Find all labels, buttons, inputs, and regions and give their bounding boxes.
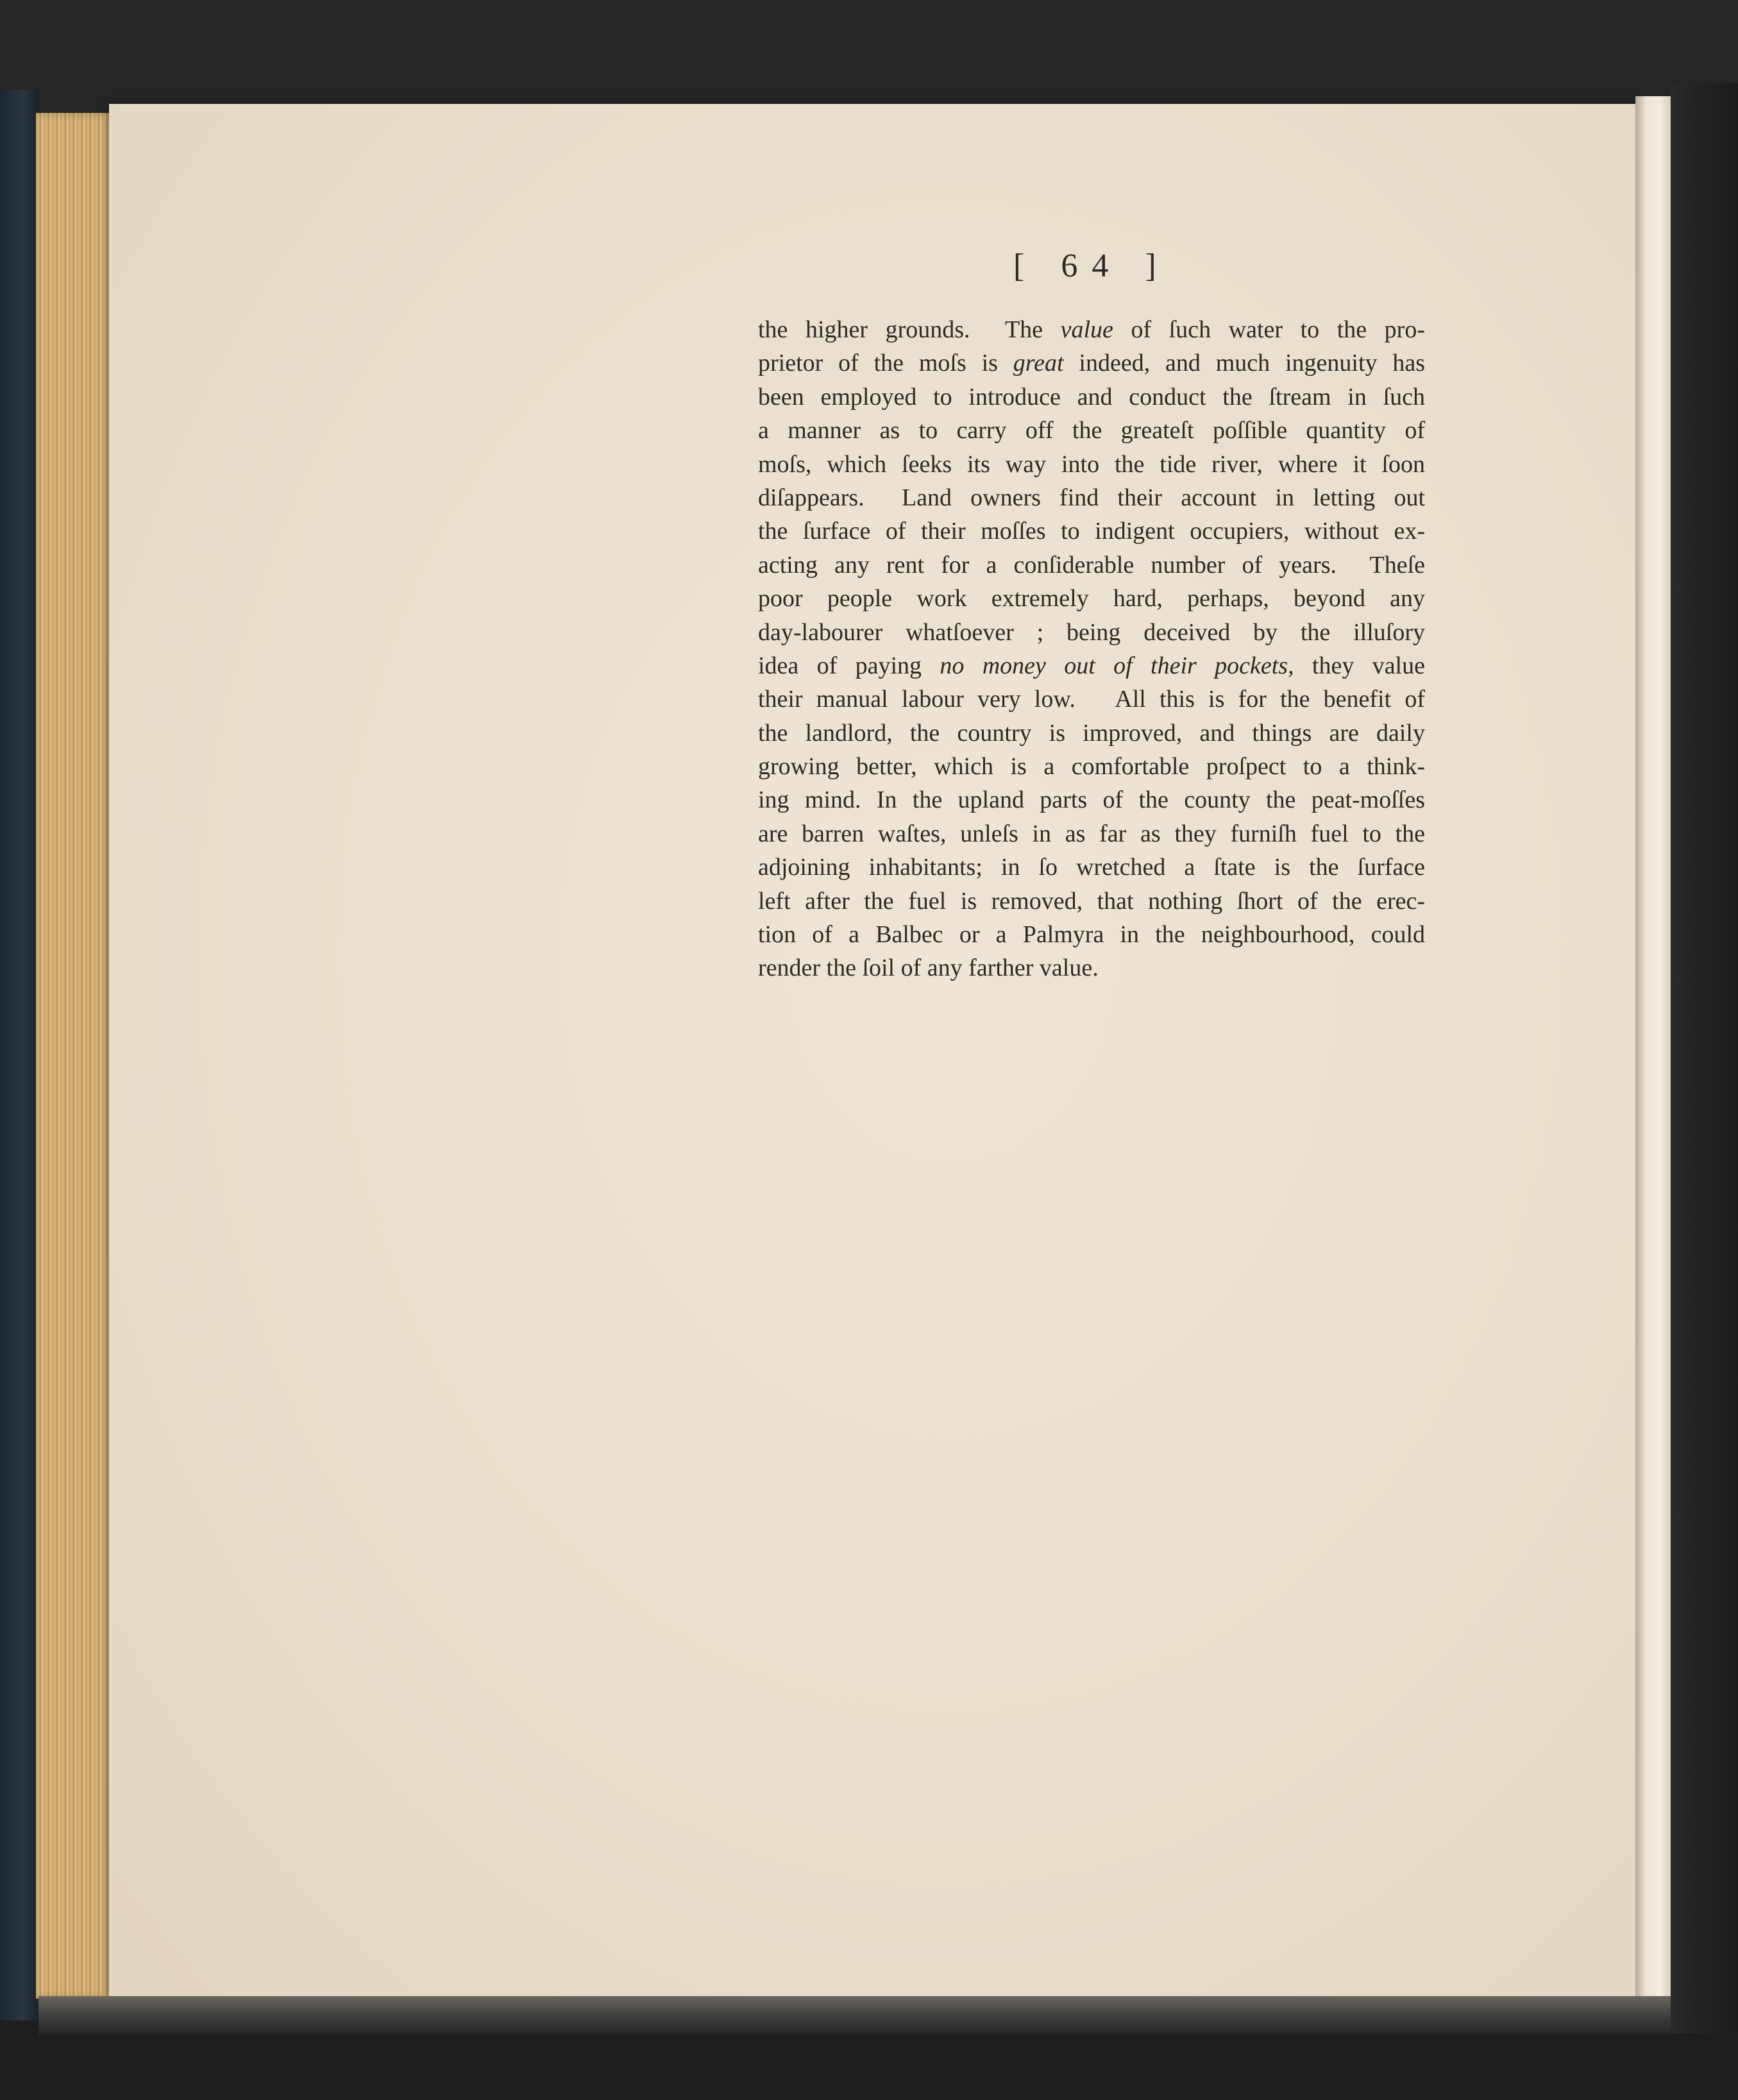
- text-segment: moſs, which ſeeks its way into the tide river, where it ſoon: [758, 450, 1425, 478]
- text-segment: the ſurface of their moſſes to indigent occupiers, without ex-: [758, 518, 1425, 545]
- text-segment: a manner as to carry off the greateſt poſſible quantity of: [758, 417, 1425, 445]
- text-line: [758, 682, 1425, 716]
- text-segment: the higher grounds. The: [758, 316, 1061, 343]
- text-line: [758, 346, 1425, 380]
- italic-text: value: [1060, 316, 1113, 343]
- text-line: [758, 817, 1425, 851]
- text-segment: poor people work extremely hard, perhaps, beyond any: [758, 585, 1425, 613]
- text-line: [758, 750, 1425, 783]
- text-segment: ing mind. In the upland parts of the county the peat-moſſes: [758, 786, 1425, 814]
- text-segment: they value: [1294, 652, 1425, 679]
- text-line: [758, 548, 1425, 582]
- page-gutter: [1635, 96, 1671, 2004]
- book-cover-left: [0, 90, 38, 2020]
- text-line: [758, 951, 1425, 985]
- text-line: [758, 851, 1425, 884]
- text-segment: adjoining inhabitants; in ſo wretched a ſtate is the ſurface: [758, 854, 1425, 881]
- text-line: [758, 380, 1425, 414]
- text-line: [758, 582, 1425, 615]
- text-segment: are barren waſtes, unleſs in as far as they furniſh fuel to the: [758, 820, 1425, 847]
- text-segment: growing better, which is a comfortable proſpect to a think-: [758, 753, 1425, 781]
- text-segment: day-labourer whatſoever ; being deceived by the illuſory: [758, 618, 1425, 646]
- text-line: [758, 783, 1425, 817]
- text-segment: been employed to introduce and conduct the ſtream in ſuch: [758, 383, 1425, 411]
- text-segment: left after the fuel is removed, that nothing ſhort of the erec-: [758, 887, 1425, 915]
- text-segment: of ſuch water to the pro-: [1113, 316, 1425, 343]
- text-line: [758, 514, 1425, 548]
- text-line: [758, 716, 1425, 750]
- text-line: [758, 885, 1425, 918]
- text-segment: idea of paying: [758, 652, 940, 679]
- text-line: [758, 918, 1425, 951]
- text-segment: diſappears. Land owners find their account in letting out: [758, 484, 1425, 511]
- text-segment: render the ſoil of any farther value.: [758, 954, 1099, 982]
- italic-text: great: [1013, 350, 1064, 377]
- text-segment: prietor of the moſs is: [758, 350, 1013, 377]
- text-segment: the landlord, the country is improved, and things are daily: [758, 719, 1425, 747]
- text-line: [758, 616, 1425, 649]
- page-bottom-shadow: [38, 1996, 1671, 2035]
- text-segment: acting any rent for a conſiderable number of years. Theſe: [758, 551, 1425, 579]
- page-number: [ 64 ]: [1013, 248, 1170, 284]
- text-line: [758, 414, 1425, 447]
- text-line: [758, 448, 1425, 481]
- page-edges: [36, 113, 113, 1999]
- text-line: [758, 649, 1425, 682]
- italic-text: no money out of their pockets,: [940, 652, 1294, 679]
- text-segment: indeed, and much ingenuity has: [1063, 350, 1425, 377]
- text-segment: tion of a Balbec or a Palmyra in the neighbourhood, could: [758, 921, 1425, 949]
- book-cover-right: [1671, 83, 1738, 2033]
- text-segment: their manual labour very low. All this is for the benefit of: [758, 686, 1425, 713]
- text-line: [758, 313, 1425, 346]
- body-text: [758, 313, 1425, 985]
- text-line: [758, 481, 1425, 514]
